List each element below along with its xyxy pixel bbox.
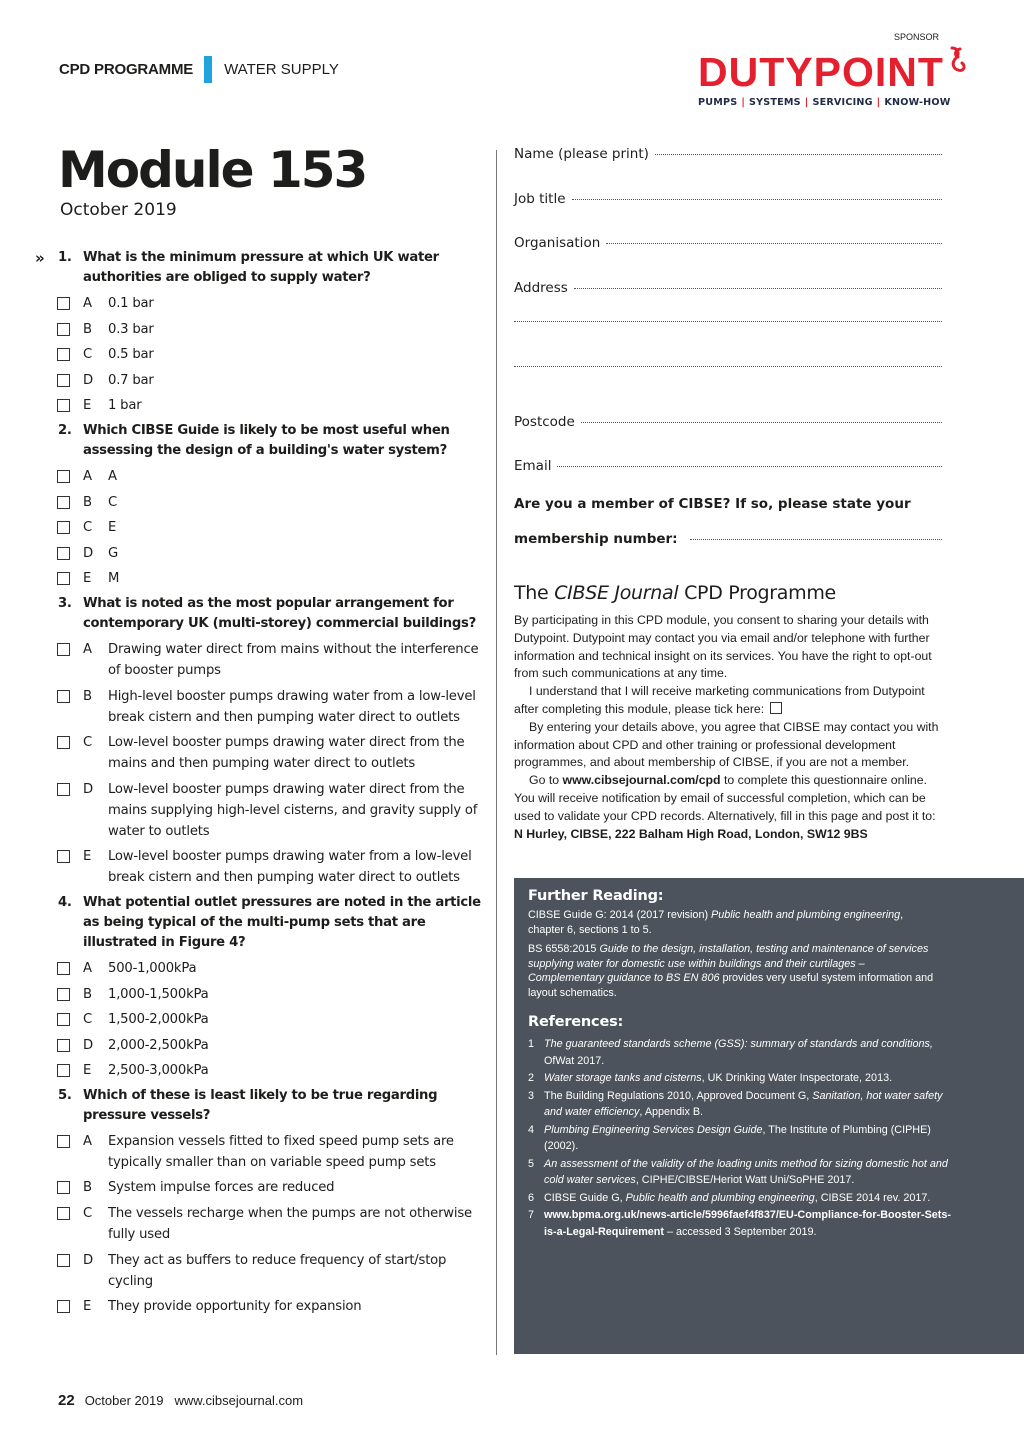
address-line-3[interactable] bbox=[514, 369, 942, 414]
option-letter: D bbox=[83, 372, 93, 388]
option-letter: E bbox=[83, 1063, 92, 1079]
option-letter: A bbox=[83, 1133, 92, 1149]
sponsor-label: SPONSOR bbox=[894, 32, 940, 42]
footer-url[interactable]: www.cibsejournal.com bbox=[174, 1393, 304, 1408]
answer-option[interactable] bbox=[0, 686, 490, 728]
answer-option[interactable] bbox=[0, 370, 490, 391]
job-title-input-line[interactable] bbox=[572, 199, 943, 200]
reference-item: 2 Water storage tanks and cisterns, UK Drinking Water Inspectorate, 2013. bbox=[528, 1072, 893, 1084]
double-chevron-icon: » bbox=[35, 249, 45, 267]
postal-address: N Hurley, CIBSE, 222 Balham High Road, London, SW12 9BS bbox=[514, 826, 868, 841]
further-reading-item: CIBSE Guide G: 2014 (2017 revision) Public health and plumbing engineering, chapter 6, sections 1 to 5. bbox=[528, 909, 904, 936]
answer-option[interactable] bbox=[0, 517, 490, 538]
option-letter: B bbox=[83, 494, 92, 510]
instructions-paragraph: Go to www.cibsejournal.com/cpd to complete this questionnaire online. You will receive notification by email of successful completion, which can be used to validate your CPD records. Alternatively, fill in this page and post it to: N Hurley, CIBSE, 222 Balham High Road, London, SW12 9BS bbox=[514, 773, 936, 841]
membership-number-input-line[interactable] bbox=[690, 539, 942, 540]
answer-option[interactable] bbox=[0, 492, 490, 513]
answer-checkbox[interactable] bbox=[57, 850, 70, 863]
job-title-field[interactable]: Job title bbox=[514, 191, 942, 236]
answer-option[interactable] bbox=[0, 1250, 490, 1292]
answer-checkbox[interactable] bbox=[57, 297, 70, 310]
option-letter: D bbox=[83, 1252, 93, 1268]
brand-tagline: PUMPS | SYSTEMS | SERVICING | KNOW-HOW bbox=[698, 97, 951, 108]
answer-option[interactable] bbox=[0, 779, 490, 842]
programme-label: CPD PROGRAMME bbox=[59, 61, 194, 78]
module-title: Module 153 bbox=[58, 141, 367, 199]
option-letter: D bbox=[83, 545, 93, 561]
option-letter: C bbox=[83, 347, 93, 363]
answer-option[interactable] bbox=[0, 1177, 490, 1198]
answer-checkbox[interactable] bbox=[57, 988, 70, 1001]
option-text: 1,500-2,000kPa bbox=[108, 1012, 209, 1028]
question-number: 4. bbox=[58, 894, 72, 910]
option-text: M bbox=[108, 571, 120, 587]
name-input-line[interactable] bbox=[655, 154, 942, 155]
option-text: 0.1 bar bbox=[108, 296, 154, 311]
option-letter: B bbox=[83, 321, 92, 337]
reference-item: 3 The Building Regulations 2010, Approved Document G, Sanitation, hot water safety and water efficiency, Appendix B. bbox=[528, 1089, 943, 1118]
answer-checkbox[interactable] bbox=[57, 496, 70, 509]
organisation-field[interactable]: Organisation bbox=[514, 235, 942, 280]
question-text: Which of these is least likely to be true regarding pressure vessels? bbox=[83, 1087, 438, 1123]
option-text: The vessels recharge when the pumps are not otherwise fully used bbox=[108, 1206, 472, 1243]
postcode-input-line[interactable] bbox=[581, 422, 942, 423]
question-4 bbox=[0, 893, 490, 953]
email-input-line[interactable] bbox=[557, 466, 942, 467]
answer-checkbox[interactable] bbox=[57, 572, 70, 585]
answer-option[interactable] bbox=[0, 1203, 490, 1245]
address-input-line-2[interactable] bbox=[514, 321, 942, 322]
option-letter: B bbox=[83, 688, 92, 704]
option-text: G bbox=[108, 545, 119, 561]
answer-checkbox[interactable] bbox=[57, 1254, 70, 1267]
section-header bbox=[59, 56, 339, 83]
option-text: 0.3 bar bbox=[108, 321, 154, 337]
quiz-questions bbox=[0, 248, 490, 1322]
address-input-line-1[interactable] bbox=[574, 288, 942, 289]
reference-item: 4 Plumbing Engineering Services Design Guide, The Institute of Plumbing (CIPHE) (2002). bbox=[528, 1123, 931, 1152]
page-footer bbox=[58, 1392, 303, 1409]
answer-option[interactable] bbox=[0, 846, 490, 888]
answer-checkbox[interactable] bbox=[57, 962, 70, 975]
option-text: 1 bar bbox=[108, 398, 142, 414]
page-number: 22 bbox=[58, 1392, 75, 1409]
registration-form bbox=[514, 146, 942, 576]
accent-bar bbox=[204, 56, 212, 83]
answer-checkbox[interactable] bbox=[57, 690, 70, 703]
option-letter: A bbox=[83, 960, 92, 976]
option-text: 2,000-2,500kPa bbox=[108, 1037, 209, 1053]
option-letter: B bbox=[83, 1180, 92, 1196]
member-question: Are you a member of CIBSE? If so, please state your bbox=[514, 496, 911, 513]
further-reading-item: BS 6558:2015 Guide to the design, installation, testing and maintenance of services supplying water for domestic use within buildings and their curtilages – Complementary guidance to BS EN 806 provides very useful system information and layout schematics. bbox=[528, 943, 934, 999]
answer-checkbox[interactable] bbox=[57, 736, 70, 749]
answer-checkbox[interactable] bbox=[57, 1039, 70, 1052]
cibse-contact-paragraph: By entering your details above, you agree that CIBSE may contact you with information about CPD and other training or professional development programmes, and about membership of CIBSE, if you are not a member. bbox=[514, 719, 939, 770]
answer-checkbox[interactable] bbox=[57, 323, 70, 336]
option-letter: B bbox=[83, 986, 92, 1002]
marketing-consent-checkbox[interactable] bbox=[770, 702, 782, 714]
question-3 bbox=[0, 594, 490, 634]
answer-checkbox[interactable] bbox=[57, 1300, 70, 1313]
option-text: 0.5 bar bbox=[108, 347, 154, 363]
option-letter: C bbox=[83, 1012, 93, 1028]
answer-option[interactable] bbox=[0, 1009, 490, 1030]
marketing-paragraph: I understand that I will receive marketing communications from Dutypoint after completing this module, please tick here: bbox=[514, 684, 925, 716]
option-letter: C bbox=[83, 520, 93, 536]
answer-checkbox[interactable] bbox=[57, 1064, 70, 1077]
sponsor-logo bbox=[698, 50, 978, 108]
column-divider bbox=[496, 150, 497, 1355]
option-text: E bbox=[108, 520, 117, 536]
reference-item: 5 An assessment of the validity of the loading units method for sizing domestic hot and cold water services, CIPHE/CIBSE/Heriot Watt Uni/SoPHE 2017. bbox=[528, 1157, 948, 1186]
option-letter: E bbox=[83, 571, 92, 587]
answer-checkbox[interactable] bbox=[57, 1135, 70, 1148]
membership-number-field[interactable]: membership number: bbox=[514, 531, 942, 576]
further-reading-title: Further Reading: bbox=[528, 888, 664, 904]
option-text: 500-1,000kPa bbox=[108, 960, 197, 976]
module-date: October 2019 bbox=[60, 200, 177, 220]
answer-option[interactable] bbox=[0, 958, 490, 979]
option-text: High-level booster pumps drawing water from a low-level break cistern and then pumping water direct to outlets bbox=[108, 688, 476, 725]
organisation-input-line[interactable] bbox=[606, 243, 942, 244]
dutypoint-mark-icon bbox=[946, 46, 968, 74]
answer-option[interactable] bbox=[0, 1060, 490, 1081]
question-1 bbox=[0, 248, 490, 288]
answer-option[interactable] bbox=[0, 293, 490, 314]
reference-item: 1 The guaranteed standards scheme (GSS): summary of standards and conditions, OfWat 2017. bbox=[528, 1038, 933, 1067]
answer-option[interactable] bbox=[0, 1296, 490, 1317]
option-letter: C bbox=[83, 735, 93, 751]
option-letter: A bbox=[83, 468, 92, 484]
answer-option[interactable] bbox=[0, 395, 490, 416]
option-text: 0.7 bar bbox=[108, 372, 154, 388]
option-text: Low-level booster pumps drawing water direct from the mains and then pumping water direct to outlets bbox=[108, 735, 465, 772]
question-number: 5. bbox=[58, 1087, 72, 1103]
question-number: 2. bbox=[58, 422, 72, 438]
option-text: Low-level booster pumps drawing water from a low-level break cistern and then pumping water direct to outlets bbox=[108, 849, 472, 886]
address-input-line-3[interactable] bbox=[514, 366, 942, 367]
option-text: Low-level booster pumps drawing water direct from the mains supplying high-level cisterns, and gravity supply of water to outlets bbox=[108, 781, 478, 839]
answer-checkbox[interactable] bbox=[57, 521, 70, 534]
answer-checkbox[interactable] bbox=[57, 643, 70, 656]
option-letter: D bbox=[83, 1037, 93, 1053]
answer-option[interactable] bbox=[0, 1131, 490, 1173]
option-letter: A bbox=[83, 641, 92, 657]
option-letter: A bbox=[83, 296, 92, 311]
address-field[interactable]: Address bbox=[514, 280, 942, 325]
answer-checkbox[interactable] bbox=[57, 547, 70, 560]
option-text: C bbox=[108, 494, 118, 510]
question-text: Which CIBSE Guide is likely to be most useful when assessing the design of a building's water system? bbox=[83, 422, 450, 458]
option-letter: E bbox=[83, 849, 92, 865]
answer-option[interactable] bbox=[0, 543, 490, 564]
email-field[interactable]: Email bbox=[514, 458, 942, 496]
cpd-programme-info bbox=[514, 582, 939, 843]
reference-link[interactable]: www.bpma.org.uk/news-article/5996faef4f837/EU-Compliance-for-Booster-Sets-is-a-Legal-Requirement bbox=[544, 1209, 951, 1238]
option-text: System impulse forces are reduced bbox=[108, 1180, 335, 1196]
name-field[interactable]: Name (please print) bbox=[514, 146, 942, 191]
question-text: What is the minimum pressure at which UK water authorities are obliged to supply water? bbox=[83, 250, 439, 285]
answer-option[interactable] bbox=[0, 1035, 490, 1056]
answer-option[interactable] bbox=[0, 466, 490, 487]
option-text: A bbox=[108, 468, 117, 484]
option-text: Drawing water direct from mains without the interference of booster pumps bbox=[108, 641, 479, 678]
answer-option[interactable] bbox=[0, 344, 490, 365]
address-line-2[interactable] bbox=[514, 324, 942, 369]
reference-item: 6 CIBSE Guide G, Public health and plumbing engineering, CIBSE 2014 rev. 2017. bbox=[528, 1191, 931, 1204]
answer-option[interactable] bbox=[0, 984, 490, 1005]
option-letter: D bbox=[83, 781, 93, 797]
reading-references-panel bbox=[514, 878, 1024, 1354]
answer-option[interactable] bbox=[0, 639, 490, 681]
question-number: 1. bbox=[58, 250, 72, 265]
option-letter: E bbox=[83, 1299, 92, 1315]
answer-checkbox[interactable] bbox=[57, 399, 70, 412]
question-5 bbox=[0, 1086, 490, 1126]
answer-checkbox[interactable] bbox=[57, 1207, 70, 1220]
answer-checkbox[interactable] bbox=[57, 470, 70, 483]
cpd-link[interactable]: www.cibsejournal.com/cpd bbox=[562, 773, 721, 788]
answer-checkbox[interactable] bbox=[57, 783, 70, 796]
reference-item: 7 www.bpma.org.uk/news-article/5996faef4f837/EU-Compliance-for-Booster-Sets-is-a-Legal-Requirement – accessed 3 September 2019. bbox=[528, 1209, 951, 1238]
option-text: They provide opportunity for expansion bbox=[108, 1299, 362, 1315]
footer-date: October 2019 bbox=[84, 1393, 164, 1408]
question-text: What is noted as the most popular arrangement for contemporary UK (multi-storey) commercial buildings? bbox=[83, 595, 476, 631]
answer-checkbox[interactable] bbox=[57, 348, 70, 361]
answer-option[interactable] bbox=[0, 568, 490, 589]
answer-checkbox[interactable] bbox=[57, 1181, 70, 1194]
option-text: 2,500-3,000kPa bbox=[108, 1063, 209, 1079]
topic-label: WATER SUPPLY bbox=[224, 61, 339, 78]
option-text: 1,000-1,500kPa bbox=[108, 986, 209, 1002]
question-text: What potential outlet pressures are noted in the article as being typical of the multi-pump sets that are illustrated in Figure 4? bbox=[83, 894, 481, 950]
brand-name: DUTYPOINT bbox=[698, 49, 944, 95]
option-text: They act as buffers to reduce frequency of start/stop cycling bbox=[108, 1252, 447, 1289]
consent-paragraph: By participating in this CPD module, you consent to sharing your details with Dutypoint. Dutypoint may contact you via email and/or telephone with further information and technical insight on its services. You have the right to opt-out from such communications at any time. bbox=[514, 613, 932, 681]
question-2 bbox=[0, 421, 490, 461]
answer-checkbox[interactable] bbox=[57, 1013, 70, 1026]
answer-option[interactable] bbox=[0, 732, 490, 774]
references-title: References: bbox=[528, 1014, 624, 1030]
question-number: 3. bbox=[58, 595, 72, 611]
option-letter: E bbox=[83, 398, 92, 414]
answer-checkbox[interactable] bbox=[57, 374, 70, 387]
answer-option[interactable] bbox=[0, 319, 490, 340]
cpd-title: The CIBSE Journal CPD Programme bbox=[514, 582, 836, 604]
option-text: Expansion vessels fitted to fixed speed pump sets are typically smaller than on variable speed pump sets bbox=[108, 1133, 454, 1170]
postcode-field[interactable]: Postcode bbox=[514, 414, 942, 459]
option-letter: C bbox=[83, 1206, 93, 1222]
